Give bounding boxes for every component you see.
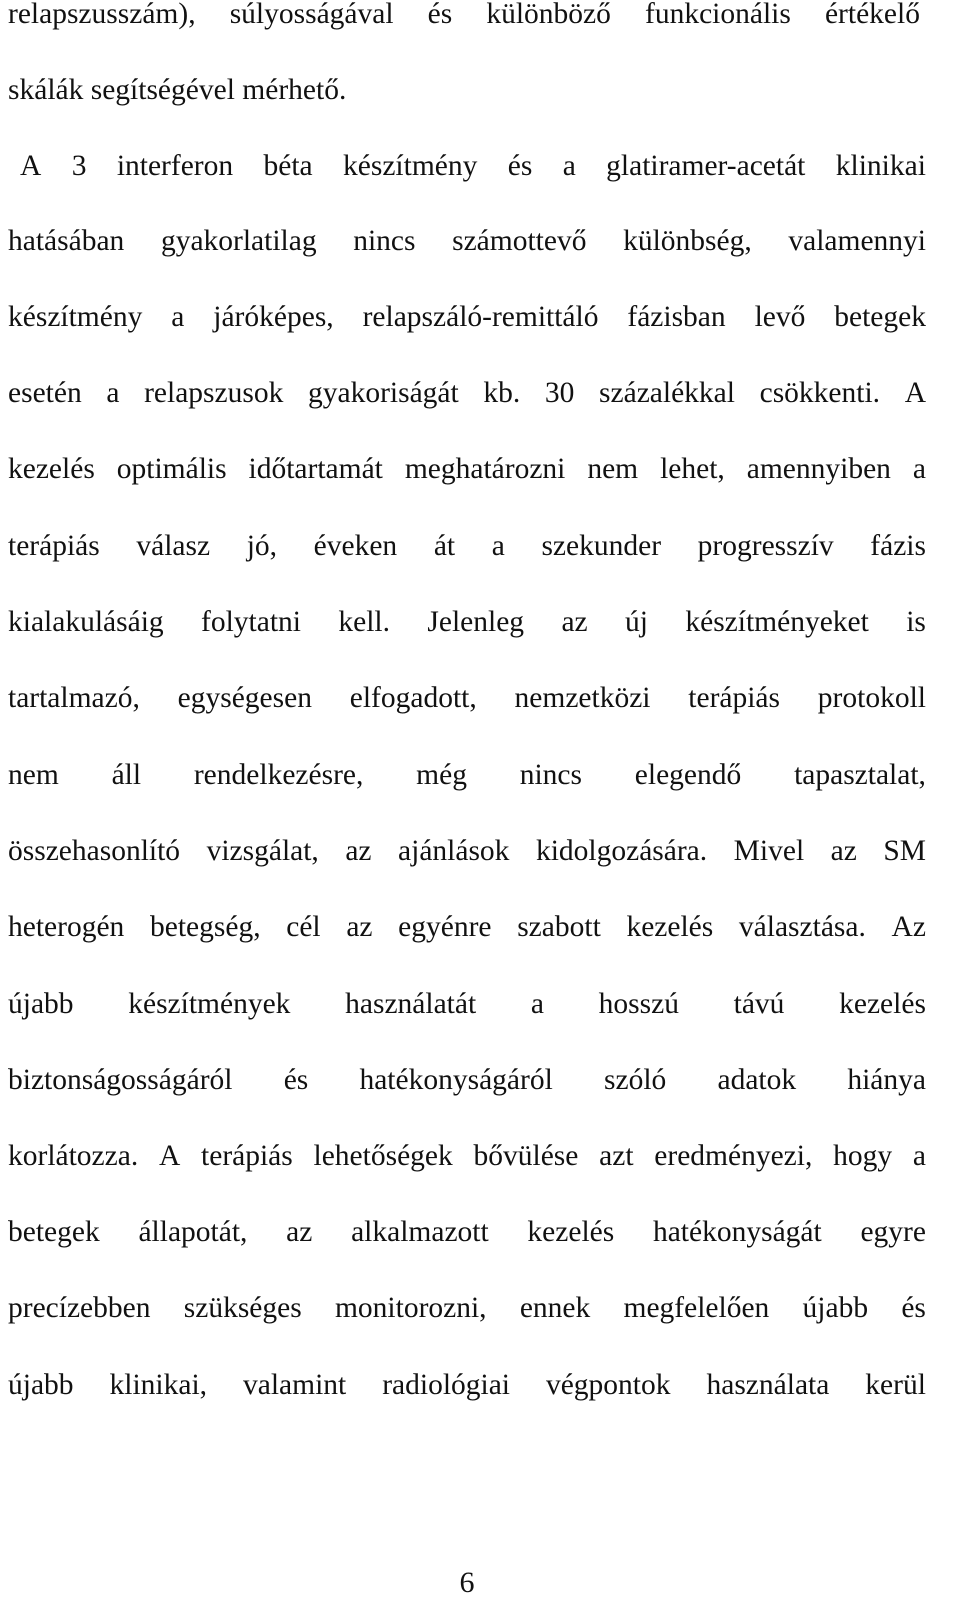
word: új [625,606,648,638]
word: bővülése [473,1140,579,1172]
word: áll [111,759,142,791]
text-line [20,147,926,185]
word: nem [587,453,639,485]
word: A [904,377,926,409]
word: a [912,1140,926,1172]
word: ennek [519,1292,591,1324]
word: nincs [353,225,416,257]
word: újabb [802,1292,869,1324]
word: és [901,1292,926,1324]
text-line [8,1061,926,1099]
word: a [106,377,120,409]
word: cél [286,911,321,943]
word: értékelő [824,0,920,30]
word: Mivel [733,835,805,867]
page-number: 6 [459,1566,475,1599]
text-line [8,1366,926,1404]
word: hiánya [847,1064,926,1096]
word: nem [8,759,59,791]
word: klinikai, [109,1369,208,1401]
word: százalékkal [599,377,735,409]
word: hatásában [8,225,125,257]
word: relapszáló-remittáló [362,301,599,333]
word: terápiás [8,530,100,562]
word: precízebben [8,1292,151,1324]
word: és [283,1064,309,1096]
text-line [8,985,926,1023]
word: lehetőségek [313,1140,453,1172]
word: korlátozza. [8,1140,139,1172]
word: egyre [860,1216,926,1248]
word: kezelés [839,988,926,1020]
word: Jelenleg [427,606,525,638]
word: egységesen [177,682,312,714]
word: adatok [717,1064,797,1096]
word: az [286,1216,313,1248]
word: béta [263,150,313,182]
word: a [171,301,185,333]
word: interferon [116,150,234,182]
word: funkcionális [645,0,791,30]
word: betegek [834,301,926,333]
word: protokoll [817,682,926,714]
word: tartalmazó, [8,682,140,714]
word: elegendő [634,759,742,791]
text-line [8,679,926,717]
word: rendelkezésre, [193,759,364,791]
word: a [912,453,926,485]
word: és [507,150,533,182]
word: készítmények [128,988,291,1020]
word: távú [733,988,785,1020]
text-line [8,1137,926,1175]
word: kidolgozására. [535,835,708,867]
word: összehasonlító [8,835,181,867]
word: újabb [8,1369,74,1401]
word: is [906,606,926,638]
word: terápiás [201,1140,293,1172]
word: az [830,835,857,867]
word: esetén [8,377,82,409]
word: progresszív [697,530,834,562]
word: készítményeket [685,606,869,638]
word: éveken [313,530,398,562]
word: Az [891,911,926,943]
word: valamennyi [788,225,926,257]
word: használatát [345,988,477,1020]
word: hatékonyságát [652,1216,822,1248]
word: az [346,911,373,943]
text-line [8,1213,926,1251]
word: heterogén [8,911,125,943]
text-line [8,0,920,33]
word: biztonságosságáról [8,1064,233,1096]
word: tapasztalat, [794,759,926,791]
text-line [8,527,926,565]
word: a [562,150,576,182]
word: válasz [136,530,211,562]
word: a [530,988,544,1020]
word: A [158,1140,181,1172]
word: kezelés [527,1216,615,1248]
word: szóló [604,1064,667,1096]
word: glatiramer-acetát [606,150,806,182]
word: gyakoriságát [308,377,459,409]
word: betegség, [149,911,261,943]
word: szekunder [541,530,662,562]
word: 3 [71,150,87,182]
word: megfelelően [623,1292,770,1324]
word: jó, [246,530,278,562]
word: választása. [738,911,866,943]
word: azt [599,1140,634,1172]
word: ajánlások [398,835,510,867]
word: alkalmazott [351,1216,489,1248]
text-line [8,450,926,488]
word: nincs [519,759,583,791]
word: egyénre [398,911,492,943]
word: szükséges [183,1292,302,1324]
word: használata [706,1369,830,1401]
word: terápiás [688,682,781,714]
word: kezelés [626,911,714,943]
word: betegek [8,1216,100,1248]
word: klinikai [835,150,926,182]
text-line [8,603,926,641]
word: relapszusszám), [8,0,196,30]
text-line [8,908,926,946]
word: monitorozni, [334,1292,487,1324]
word: nemzetközi [514,682,651,714]
word: csökkenti. [759,377,881,409]
word: különbség, [623,225,752,257]
word: készítmény [343,150,478,182]
word: relapszusok [144,377,284,409]
word: A [20,150,42,182]
word: végpontok [545,1369,671,1401]
word: kell. [338,606,390,638]
word: amennyiben [746,453,891,485]
word: szabott [517,911,601,943]
word: kerül [865,1369,926,1401]
word: vizsgálat, [206,835,319,867]
word: a [491,530,505,562]
word: radiológiai [382,1369,510,1401]
text-line [8,756,926,794]
word: 30 [544,377,575,409]
text-line [8,298,926,336]
word: valamint [243,1369,347,1401]
word: meghatározni [404,453,566,485]
word: kezelés [8,453,95,485]
word: eredményezi, [654,1140,813,1172]
word: kb. [483,377,521,409]
word: SM [883,835,926,867]
word: az [561,606,588,638]
text-line: skálák segítségével mérhető. [8,74,347,106]
word: számottevő [452,225,587,257]
text-line [8,374,926,412]
text-line [8,1289,926,1327]
word: át [433,530,456,562]
word: gyakorlatilag [160,225,317,257]
text-line [8,832,926,870]
word: optimális [116,453,227,485]
word: még [416,759,467,791]
word: levő [754,301,806,333]
word: hogy [833,1140,893,1172]
word: járóképes, [213,301,334,333]
word: az [345,835,372,867]
word: fázisban [627,301,726,333]
word: lehet, [660,453,725,485]
word: hosszú [598,988,679,1020]
word: hatékonyságáról [359,1064,553,1096]
word: folytatni [201,606,301,638]
text-line [8,222,926,260]
word: kialakulásáig [8,606,164,638]
word: fázis [870,530,926,562]
word: újabb [8,988,74,1020]
word: elfogadott, [349,682,477,714]
word: különböző [486,0,611,30]
word: súlyosságával [229,0,394,30]
word: készítmény [8,301,143,333]
word: és [427,0,453,30]
word: állapotát, [138,1216,248,1248]
word: időtartamát [248,453,383,485]
